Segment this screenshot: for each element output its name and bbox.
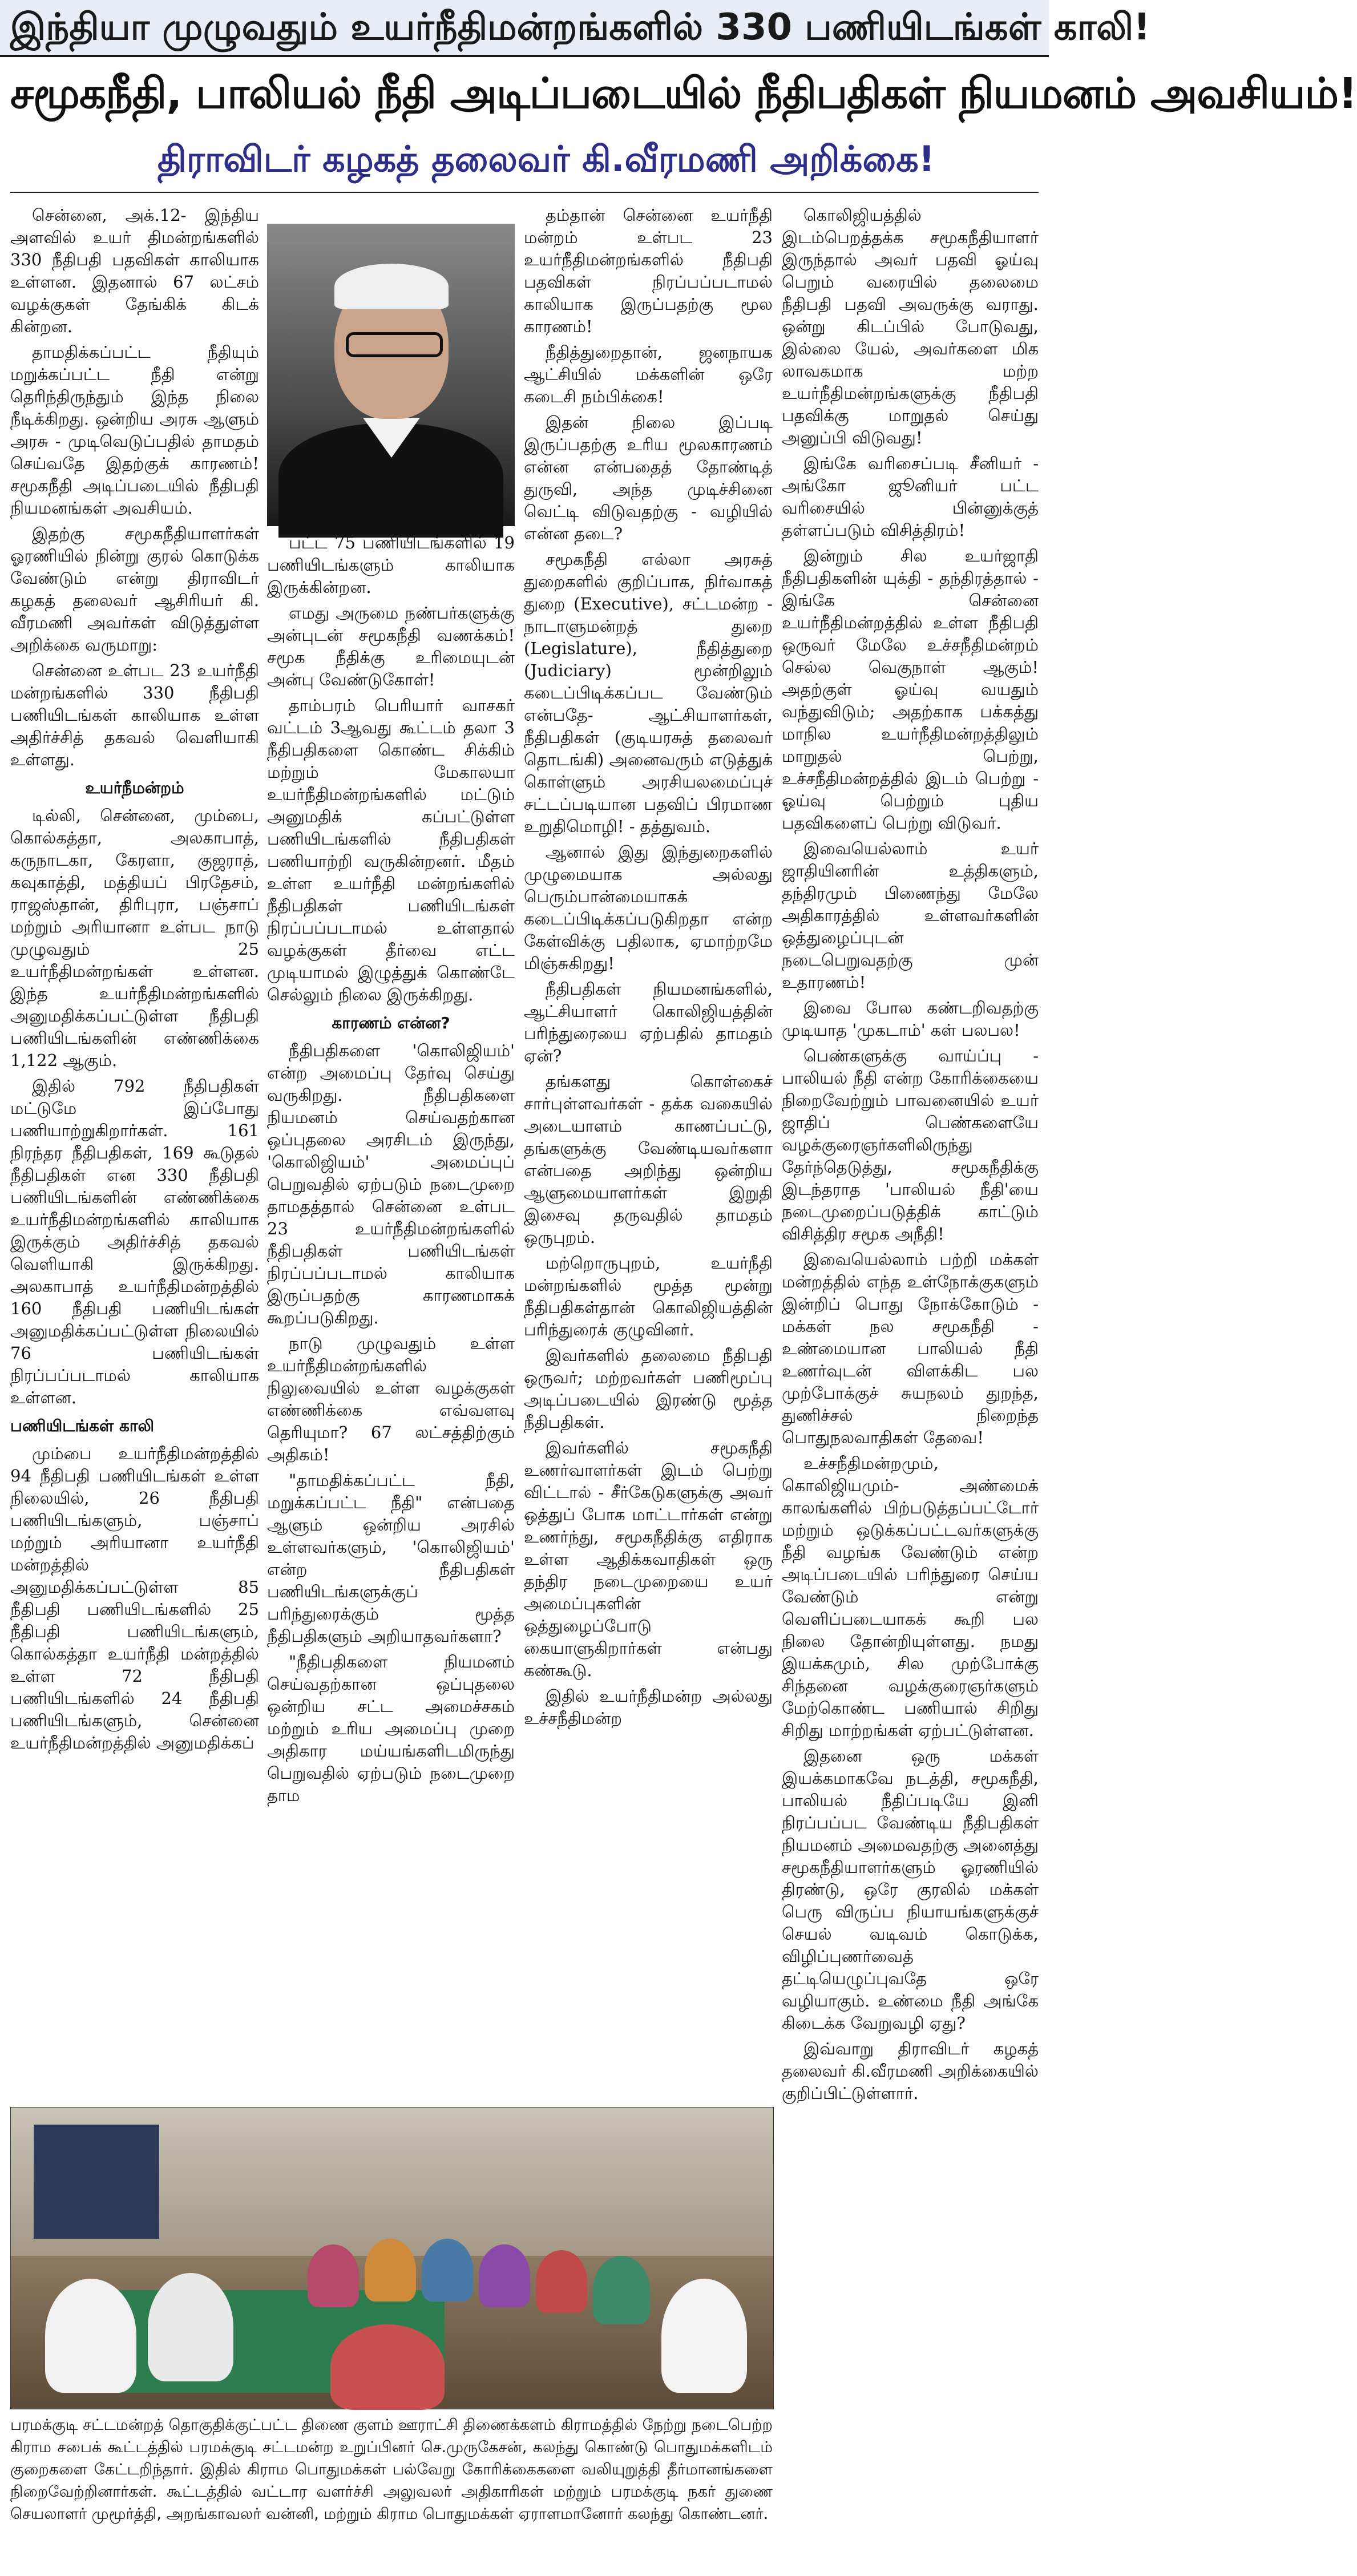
meeting-photo [10, 2107, 774, 2409]
sub-headline: திராவிடர் கழகத் தலைவர் கி.வீரமணி அறிக்கை! [157, 138, 935, 180]
paragraph: நாடு முழுவதும் உள்ள உயர்நீதிமன்றங்களில் நிலுவையில் உள்ள வழக்குகள் எண்ணிக்கை எவ்வளவு தெரியுமா? 67 லட்சத்திற்கும் அதிகம்! [267, 1334, 515, 1464]
paragraph: எமது அருமை நண்பர்களுக்கு அன்புடன் சமூகநீதி வணக்கம்! சமூக நீதிக்கு உரிமையுடன் அன்பு வேண்டுகோள்! [267, 603, 515, 689]
header-rule [10, 192, 1039, 193]
article-column-2 [267, 532, 515, 2099]
paragraph: பெண்களுக்கு வாய்ப்பு - பாலியல் நீதி என்ற கோரிக்கையை நிறைவேற்றும் பாவனையில் உயர் ஜாதிப் பெண்களையே வழக்குரைஞர்களிலிருந்து தேர்ந்தெடுத்து, சமூகநீதிக்கு இடந்தராத 'பாலியல் நீதி'யை நடைமுறைப்படுத்திக் காட்டும் விசித்திர சமூக அநீதி! [782, 1046, 1039, 1243]
paragraph: இவை போல கண்டறிவதற்கு முடியாத 'முகடாம்' கள் பலபல! [782, 998, 1039, 1040]
paragraph: இவர்களில் தலைமை நீதிபதி ஒருவர்; மற்றவர்கள் பணிமூப்பு அடிப்படையில் இரண்டு மூத்த நீதிபதிகள். [524, 1346, 773, 1432]
paragraph: நீதிபதிகள் நியமனங்களில், ஆட்சியாளர் கொலிஜியத்தின் பரிந்துரையை ஏற்பதில் தாமதம் ஏன்? [524, 979, 773, 1065]
article-column-3 [524, 204, 773, 2099]
paragraph: தங்களது கொள்கைச் சார்புள்ளவர்கள் - தக்க வகையில் அடையாளம் காணப்பட்டு, தங்களுக்கு வேண்டியவர்களா என்பதை அறிந்து ஒன்றிய ஆளுமையாளர்கள் இறுதி இசைவு தருவதில் தாமதம் ஒருபுறம். [524, 1072, 773, 1247]
paragraph: இதன் நிலை இப்படி இருப்பதற்கு உரிய மூலகாரணம் என்ன என்பதைத் தோண்டித் துருவி, அந்த முடிச்சினை வெட்டி விடுவதற்கு - வழியில் என்ன தடை? [524, 413, 773, 543]
top-title: இந்தியா முழுவதும் உயர்நீதிமன்றங்களில் 330 பணியிடங்கள் காலி! [10, 6, 1150, 49]
paragraph: தம்தான் சென்னை உயர்நீதி மன்றம் உள்பட 23 உயர்நீதிமன்றங்களில் நீதிபதி பதவிகள் நிரப்பப்படாமல் காலியாக இருப்பதற்கு மூல காரணம்! [524, 205, 773, 336]
subheading: காரணம் என்ன? [332, 1014, 450, 1032]
paragraph: இவ்வாறு திராவிடர் கழகத் தலைவர் கி.வீரமணி அறிக்கையில் குறிப்பிட்டுள்ளார். [782, 2039, 1039, 2103]
paragraph: "நீதிபதிகளை நியமனம் செய்வதற்கான ஒப்புதலை ஒன்றிய சட்ட அமைச்சகம் மற்றும் உரிய அமைப்பு முறை அதிகார மய்யங்களிடமிருந்து பெறுவதில் ஏற்படும் நடைமுறை தாம [267, 1652, 515, 1805]
top-banner [0, 0, 1150, 57]
main-headline: சமூகநீதி, பாலியல் நீதி அடிப்படையில் நீதிபதிகள் நியமனம் அவசியம்! [10, 69, 1357, 118]
paragraph: இவையெல்லாம் உயர் ஜாதியினரின் உத்திகளும், தந்திரமும் பிணைந்து மேலே அதிகாரத்தில் உள்ளவர்களின் ஒத்துழைப்புடன் நடைபெறுவதற்கு முன் உதாரணம்! [782, 839, 1039, 992]
paragraph: இதற்கு சமூகநீதியாளர்கள் ஓரணியில் நின்று குரல் கொடுக்க வேண்டும் என்று திராவிடர் கழகத் தலைவர் ஆசிரியர் கி. வீரமணி அவர்கள் விடுத்துள்ள அறிக்கை வருமாறு: [10, 524, 259, 655]
paragraph: இங்கே வரிசைப்படி சீனியர் - அங்கோ ஜூனியர் பட்ட வரிசையில் பின்னுக்குத் தள்ளப்படும் விசித்திரம்! [782, 454, 1039, 540]
paragraph: உச்சநீதிமன்றமும், கொலிஜியமும்- அண்மைக் காலங்களில் பிற்படுத்தப்பட்டோர் மற்றும் ஒடுக்கப்பட்டவர்களுக்கு நீதி வழங்க வேண்டும் என்ற அடிப்படையில் பரிந்துரை செய்ய வேண்டும் என்று வெளிப்படையாகக் கூறி பல நிலை தோன்றியுள்ளது. நமது இயக்கமும், சில முற்போக்கு சிந்தனை வழக்குரைஞர்களும் மேற்கொண்ட பணியால் சிறிது சிறிது மாற்றங்கள் ஏற்பட்டுள்ளன. [782, 1453, 1039, 1740]
paragraph: இதில் 792 நீதிபதிகள் மட்டுமே இப்போது பணியாற்றுகிறார்கள். 161 நிரந்தர நீதிபதிகள், 169 கூடுதல் நீதிபதிகள் என 330 நீதிபதி பணியிடங்களின் எண்ணிக்கை உயர்நீதிமன்றங்களில் காலியாக இருக்கும் அதிர்ச்சித் தகவல் வெளியாகி இருக்கிறது. அலகாபாத் உயர்நீதிமன்றத்தில் 160 நீதிபதி பணியிடங்கள் அனுமதிக்கப்பட்டுள்ள நிலையில் 76 பணியிடங்கள் நிரப்பப்படாமல் காலியாக உள்ளன. [10, 1076, 259, 1407]
paragraph: சென்னை, அக்.12- இந்திய அளவில் உயர் திமன்றங்களில் 330 நீதிபதி பதவிகள் காலியாக உள்ளன. இதனால் 67 லட்சம் வழக்குகள் தேங்கிக் கிடக் கின்றன. [10, 205, 259, 336]
paragraph: இவையெல்லாம் பற்றி மக்கள் மன்றத்தில் எந்த உள்நோக்குகளும் இன்றிப் பொது நோக்கோடும் - மக்கள் நல சமூகநீதி - உண்மையான பாலியல் நீதி உணர்வுடன் விளக்கிட பல முற்போக்குச் சுயநலம் துறந்த, துணிச்சல் நிறைந்த பொதுநலவாதிகள் தேவை! [782, 1250, 1039, 1447]
subheading: உயர்நீமன்றம் [85, 778, 184, 797]
portrait-photo [267, 224, 515, 526]
caption-text: பரமக்குடி சட்டமன்றத் தொகுதிக்குட்பட்ட திணை குளம் ஊராட்சி திணைக்களம் கிராமத்தில் நேற்று நடைபெற்ற கிராம சபைக் கூட்டத்தில் பரமக்குடி சட்டமன்ற உறுப்பினர் செ.முருகேசன், கலந்து கொண்டு பொதுமக்களிடம் குறைகளை கேட்டறிந்தார். இதில் கிராம பொதுமக்கள் பல்வேறு கோரிக்கைகளை வலியுறுத்தி தீர்மானங்களை நிறைவேற்றினார்கள். கூட்டத்தில் வட்டார வளர்ச்சி அலுவலர் அதிகாரிகள் மற்றும் பரமக்குடி நகர் துணை செயலாளர் முமூர்த்தி, அறங்காவலர் வன்னி, மற்றும் கிராம பொதுமக்கள் ஏராளமானோர் கலந்து கொண்டனர். [10, 2416, 773, 2523]
paragraph: தாம்பரம் பெரியார் வாசகர் வட்டம் 3ஆவது கூட்டம் தலா 3 நீதிபதிகளை கொண்ட சிக்கிம் மற்றும் மேகாலயா உயர்நீதிமன்றங்களில் மட்டும் அனுமதிக் கப்பட்டுள்ள பணியிடங்களில் நீதிபதிகள் பணியாற்றி வருகின்றனர். மீதம் உள்ள உயர்நீதி மன்றங்களில் நீதிபதிகள் பணியிடங்கள் நிரப்பப்படாமல் உள்ளதால் வழக்குகள் தீர்வை எட்ட முடியாமல் இழுத்துக் கொண்டே செல்லும் நிலை இருக்கிறது. [267, 696, 515, 1004]
paragraph: நீதித்துறைதான், ஜனநாயக ஆட்சியில் மக்களின் ஒரே கடைசி நம்பிக்கை! [524, 342, 773, 406]
paragraph: இவர்களில் சமூகநீதி உணர்வாளர்கள் இடம் பெற்று விட்டால் - சீர்கேடுகளுக்கு அவர் ஒத்துப் போக மாட்டார்கள் என்று உணர்ந்து, சமூகநீதிக்கு எதிராக உள்ள ஆதிக்கவாதிகள் ஒரு தந்திர நடைமுறையை உயர் அமைப்புகளின் ஒத்துழைப்போடு கையாளுகிறார்கள் என்பது கண்கூடு. [524, 1438, 773, 1680]
paragraph: சமூகநீதி எல்லா அரசுத் துறைகளில் குறிப்பாக, நிர்வாகத் துறை (Executive), சட்டமன்ற - நாடாளுமன்றத் துறை (Legislature), நீதித்துறை (Judiciary) மூன்றிலும் கடைப்பிடிக்கப்பட வேண்டும் என்பதே- ஆட்சியாளர்கள், நீதிபதிகள் (குடியரசுத் தலைவர் தொடங்கி) அனைவரும் எடுத்துக் கொள்ளும் அரசியலமைப்புச் சட்டப்படியான பதவிப் பிரமாண உறுதிமொழி! - தத்துவம். [524, 550, 773, 836]
paragraph: தாமதிக்கப்பட்ட நீதியும் மறுக்கப்பட்ட நீதி என்று தெரிந்திருந்தும் இந்த நிலை நீடிக்கிறது. ஒன்றிய அரசு ஆளும் அரசு - முடிவெடுப்பதில் தாமதம் செய்வதே இதற்குக் காரணம்! சமூகநீதி அடிப்படையில் நீதிபதி நியமனங்கள் அவசியம். [10, 342, 259, 518]
paragraph: ஆனால் இது இந்துறைகளில் முழுமையாக அல்லது பெரும்பான்மையாகக் கடைப்பிடிக்கப்படுகிறதா என்ற கேள்விக்கு பதிலாக, ஏமாற்றமே மிஞ்சுகிறது! [524, 842, 773, 973]
paragraph: மற்றொருபுறம், உயர்நீதி மன்றங்களில் மூத்த மூன்று நீதிபதிகள்தான் கொலிஜியத்தின் பரிந்துரைக் குழுவினர். [524, 1253, 773, 1339]
paragraph: இதனை ஒரு மக்கள் இயக்கமாகவே நடத்தி, சமூகநீதி, பாலியல் நீதிப்படியே இனி நிரப்பப்பட வேண்டிய நீதிபதிகள் நியமனம் அமைவதற்கு அனைத்து சமூகநீதியாளர்களும் ஓரணியில் திரண்டு, ஒரே குரலில் மக்கள் பெரு விருப்ப நியாயங்களுக்குச் செயல் வடிவம் கொடுக்க, விழிப்புணர்வைத் தட்டியெழுப்புவதே ஒரே வழியாகும். உண்மை நீதி அங்கே கிடைக்க வேறுவழி ஏது? [782, 1746, 1039, 2033]
article-column-1 [10, 204, 259, 2099]
paragraph: மும்பை உயர்நீதிமன்றத்தில் 94 நீதிபதி பணியிடங்கள் உள்ள நிலையில், 26 நீதிபதி பணியிடங்களும், பஞ்சாப் மற்றும் அரியானா உயர்நீதி மன்றத்தில் அனுமதிக்கப்பட்டுள்ள 85 நீதிபதி பணியிடங்களில் 25 நீதிபதி பணியிடங்களும், கொல்கத்தா உயர்நீதி மன்றத்தில் உள்ள 72 நீதிபதி பணியிடங்களில் 24 நீதிபதி பணியிடங்களும், சென்னை உயர்நீதிமன்றத்தில் அனுமதிக்கப் [10, 1444, 259, 1753]
paragraph: சென்னை உள்பட 23 உயர்நீதி மன்றங்களில் 330 நீதிபதி பணியிடங்கள் காலியாக உள்ள அதிர்ச்சித் தகவல் வெளியாகி உள்ளது. [10, 661, 259, 769]
paragraph: இதில் உயர்நீதிமன்ற அல்லது உச்சநீதிமன்ற [524, 1686, 773, 1728]
subheading: பணியிடங்கள் காலி [10, 1416, 155, 1435]
paragraph: பட்ட 75 பணியிடங்களில் 19 பணியிடங்களும் காலியாக இருக்கின்றன. [267, 533, 515, 597]
paragraph: நீதிபதிகளை 'கொலிஜியம்' என்ற அமைப்பு தேர்வு செய்து வருகிறது. நீதிபதிகளை நியமனம் செய்வதற்கான ஒப்புதலை அரசிடம் இருந்து, 'கொலிஜியம்' அமைப்புப் பெறுவதில் ஏற்படும் நடைமுறை தாமதத்தால் சென்னை உள்பட 23 உயர்நீதிமன்றங்களில் நீதிபதிகள் பணியிடங்கள் நிரப்பப்படாமல் காலியாக இருப்பதற்கு காரணமாகக் கூறப்படுகிறது. [267, 1041, 515, 1327]
paragraph: இன்றும் சில உயர்ஜாதி நீதிபதிகளின் யுக்தி - தந்திரத்தால் - இங்கே சென்னை உயர்நீதிமன்றத்தில் உள்ள நீதிபதி ஒருவர் மேலே உச்சநீதிமன்றம் செல்ல வெகுநாள் ஆகும்! அதற்குள் ஓய்வு வயதும் வந்துவிடும்; அதற்காக பக்கத்து மாநில உயர்நீதிமன்றத்திலும் மாறுதல் பெற்று, உச்சநீதிமன்றத்தில் இடம் பெற்று - ஓய்வு பெற்றும் புதிய பதவிகளைப் பெற்று விடுவர். [782, 546, 1039, 833]
article-column-4 [782, 204, 1039, 2573]
paragraph: டில்லி, சென்னை, மும்பை, கொல்கத்தா, அலகாபாத், கருநாடகா, கேரளா, குஜராத், கவுகாத்தி, மத்தியப் பிரதேசம், ராஜஸ்தான், திரிபுரா, பஞ்சாப் மற்றும் அரியானா உள்பட நாடு முழுவதும் 25 உயர்நீதிமன்றங்கள் உள்ளன. இந்த உயர்நீதிமன்றங்களில் அனுமதிக்கப்பட்டுள்ள நீதிபதி பணியிடங்களின் எண்ணிக்கை 1,122 ஆகும். [10, 806, 259, 1070]
paragraph: "தாமதிக்கப்பட்ட நீதி, மறுக்கப்பட்ட நீதி" என்பதை ஆளும் ஒன்றிய அரசில் உள்ளவர்களும், 'கொலிஜியம்' என்ற நீதிபதிகள் பணியிடங்களுக்குப் பரிந்துரைக்கும் மூத்த நீதிபதிகளும் அறியாதவர்களா? [267, 1471, 515, 1646]
photo-caption [10, 2414, 773, 2574]
paragraph: கொலிஜியத்தில் இடம்பெறத்தக்க சமூகநீதியாளர் இருந்தால் அவர் பதவி ஓய்வு பெறும் வரையில் தலைமை நீதிபதி பதவி அவருக்கு வராது. ஒன்று கிடப்பில் போடுவது, இல்லை யேல், அவர்களை மிக லாவகமாக மற்ற உயர்நீதிமன்றங்களுக்கு நீதிபதி பதவிக்கு மாறுதல் செய்து அனுப்பி விடுவது! [782, 205, 1039, 447]
